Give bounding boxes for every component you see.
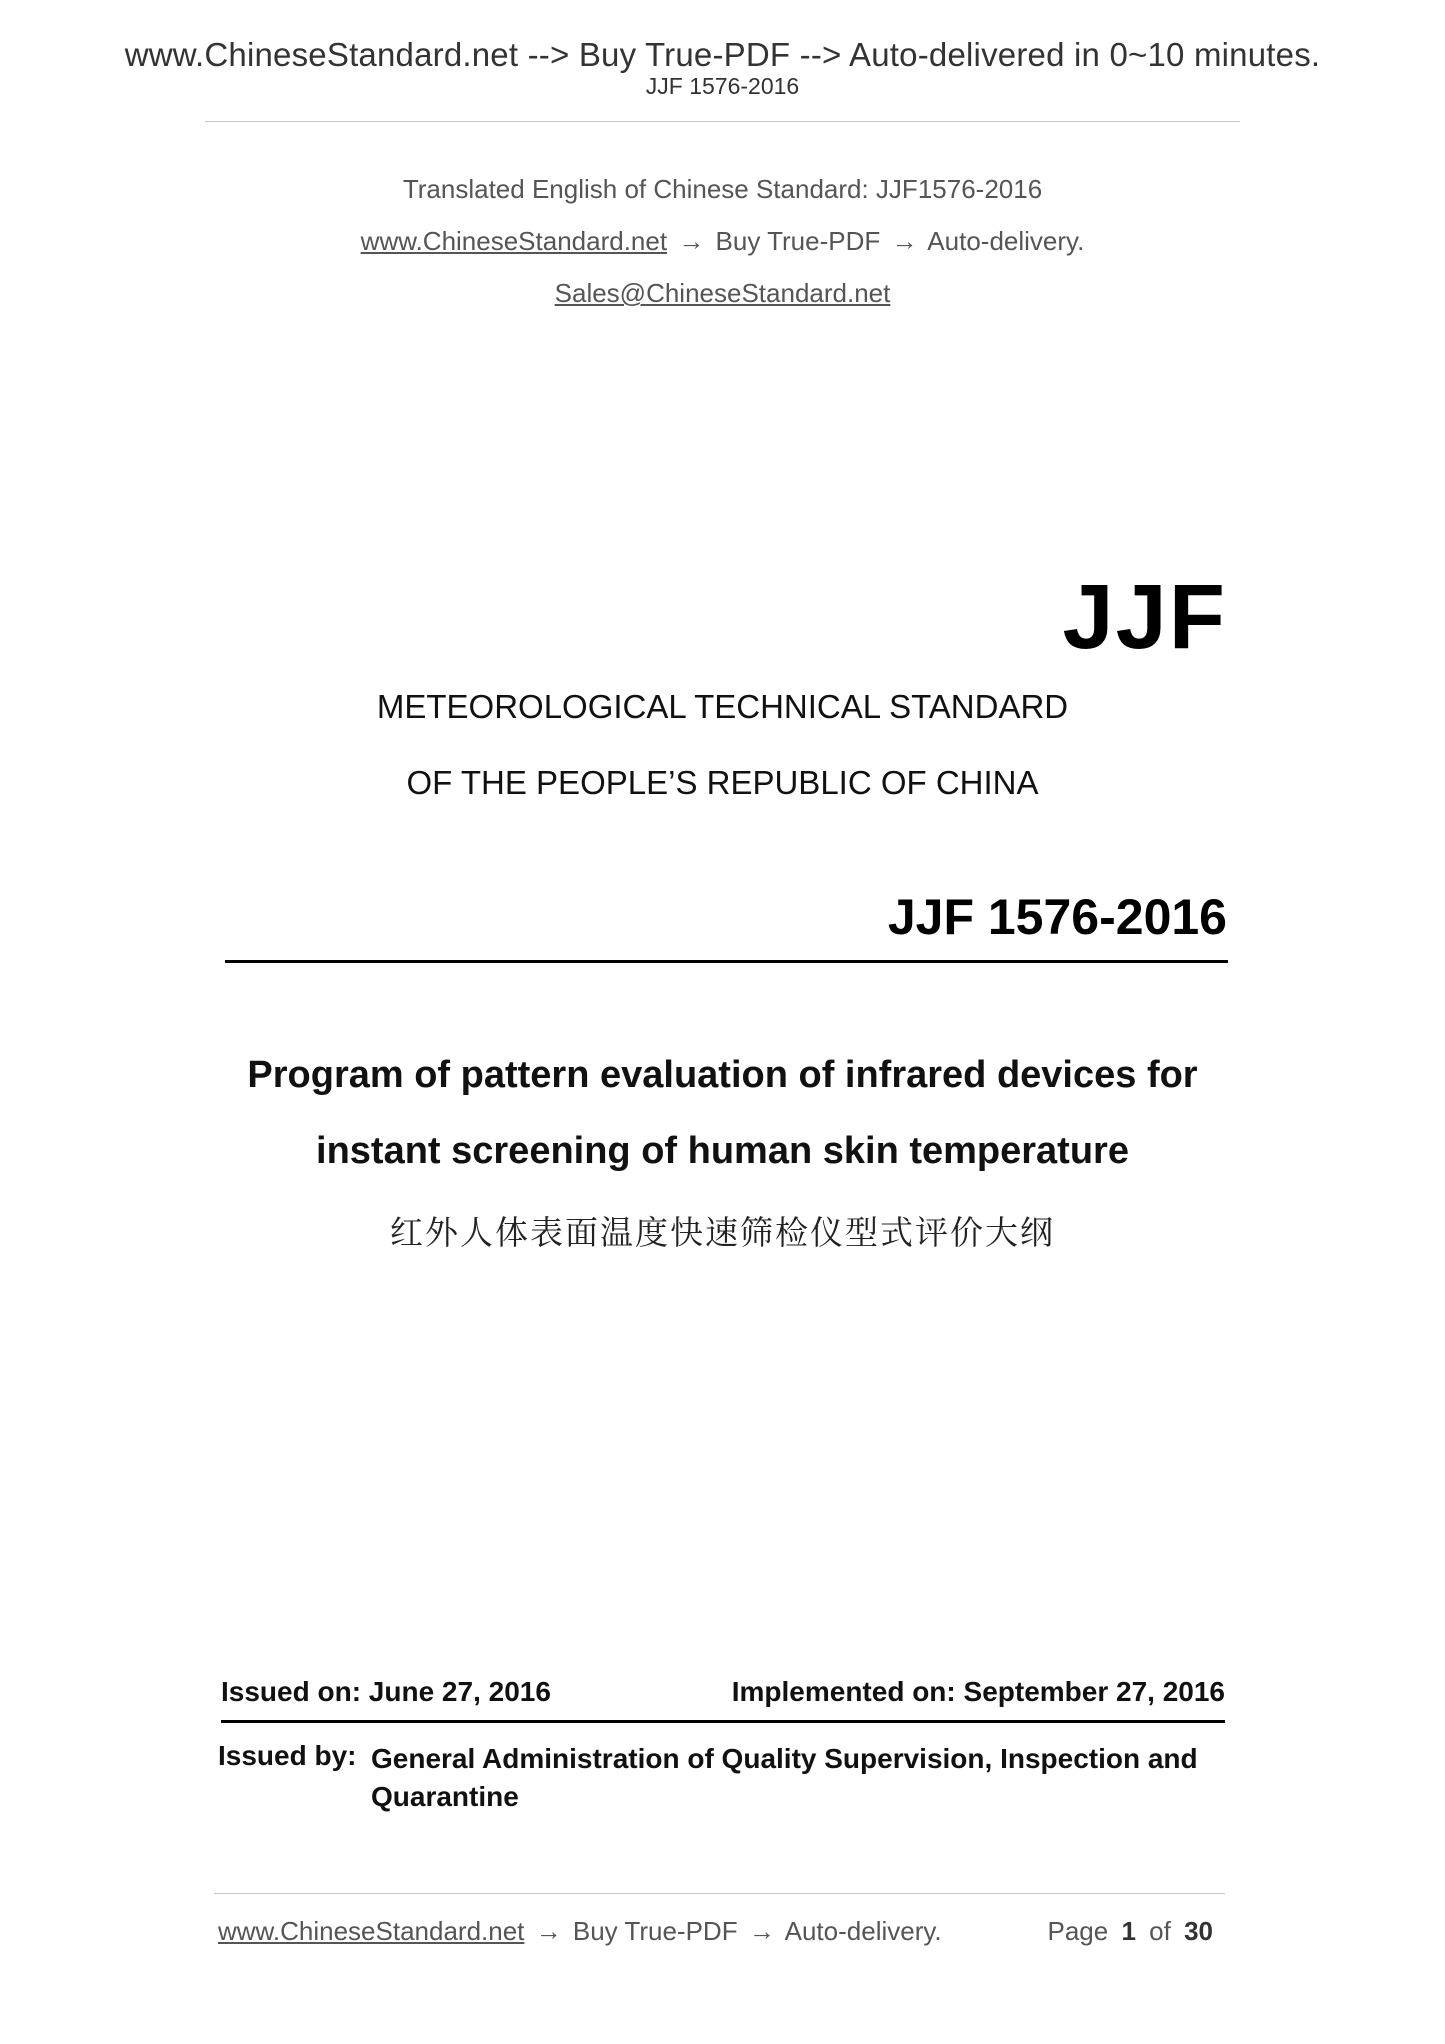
implemented-on-date: Implemented on: September 27, 2016 bbox=[731, 1676, 1225, 1707]
page-of-label: of bbox=[1149, 1916, 1171, 1946]
issued-by-value: General Administration of Quality Supervision, Inspection and Quarantine bbox=[371, 1743, 1198, 1812]
page-number: 1 bbox=[1121, 1916, 1136, 1946]
issued-by-label: Issued by: bbox=[218, 1740, 357, 1771]
intro-link-line bbox=[0, 226, 1445, 257]
standard-number-divider bbox=[225, 960, 1228, 963]
footer-site-link[interactable]: www.ChineseStandard.net bbox=[218, 1916, 525, 1946]
arrow-right-icon: → bbox=[748, 1916, 775, 1946]
standard-prefix: JJF bbox=[1062, 566, 1227, 668]
standard-type-line-1: METEOROLOGICAL TECHNICAL STANDARD bbox=[376, 688, 1069, 725]
arrow-right-icon: → bbox=[891, 226, 918, 256]
page-indicator bbox=[1047, 1916, 1219, 1947]
document-title-chinese: 红外人体表面温度快速筛检仪型式评价大纲 bbox=[390, 1214, 1055, 1251]
translation-note: Translated English of Chinese Standard: JJF1576-2016 bbox=[402, 174, 1043, 204]
page-total: 30 bbox=[1184, 1916, 1213, 1946]
footer-divider bbox=[214, 1893, 1225, 1894]
site-link[interactable]: www.ChineseStandard.net bbox=[360, 226, 668, 256]
standard-number: JJF 1576-2016 bbox=[887, 889, 1227, 945]
arrow-right-icon: → bbox=[678, 226, 705, 256]
issued-on-date: Issued on: June 27, 2016 bbox=[221, 1676, 551, 1707]
header-standard-code: JJF 1576-2016 bbox=[645, 73, 800, 99]
buy-true-pdf-text: Buy True-PDF bbox=[715, 226, 881, 256]
footer-delivery-text: Auto-delivery. bbox=[784, 1916, 942, 1946]
document-title-line-1: Program of pattern evaluation of infrared devices for bbox=[247, 1054, 1198, 1096]
document-title-line-2: instant screening of human skin temperature bbox=[316, 1130, 1129, 1172]
standard-type-line-2: OF THE PEOPLE’S REPUBLIC OF CHINA bbox=[406, 764, 1039, 801]
top-banner: www.ChineseStandard.net --> Buy True-PDF --> Auto-delivered in 0~10 minutes. bbox=[124, 36, 1321, 73]
header-divider bbox=[205, 121, 1240, 122]
page-label: Page bbox=[1047, 1916, 1109, 1946]
footer-buy-text: Buy True-PDF bbox=[572, 1916, 738, 1946]
sales-email-link[interactable]: Sales@ChineseStandard.net bbox=[554, 278, 891, 308]
arrow-right-icon: → bbox=[535, 1916, 562, 1946]
auto-delivery-text: Auto-delivery. bbox=[927, 226, 1085, 256]
dates-divider bbox=[221, 1720, 1225, 1723]
footer-link-line bbox=[218, 1916, 942, 1947]
email-line bbox=[0, 278, 1445, 309]
